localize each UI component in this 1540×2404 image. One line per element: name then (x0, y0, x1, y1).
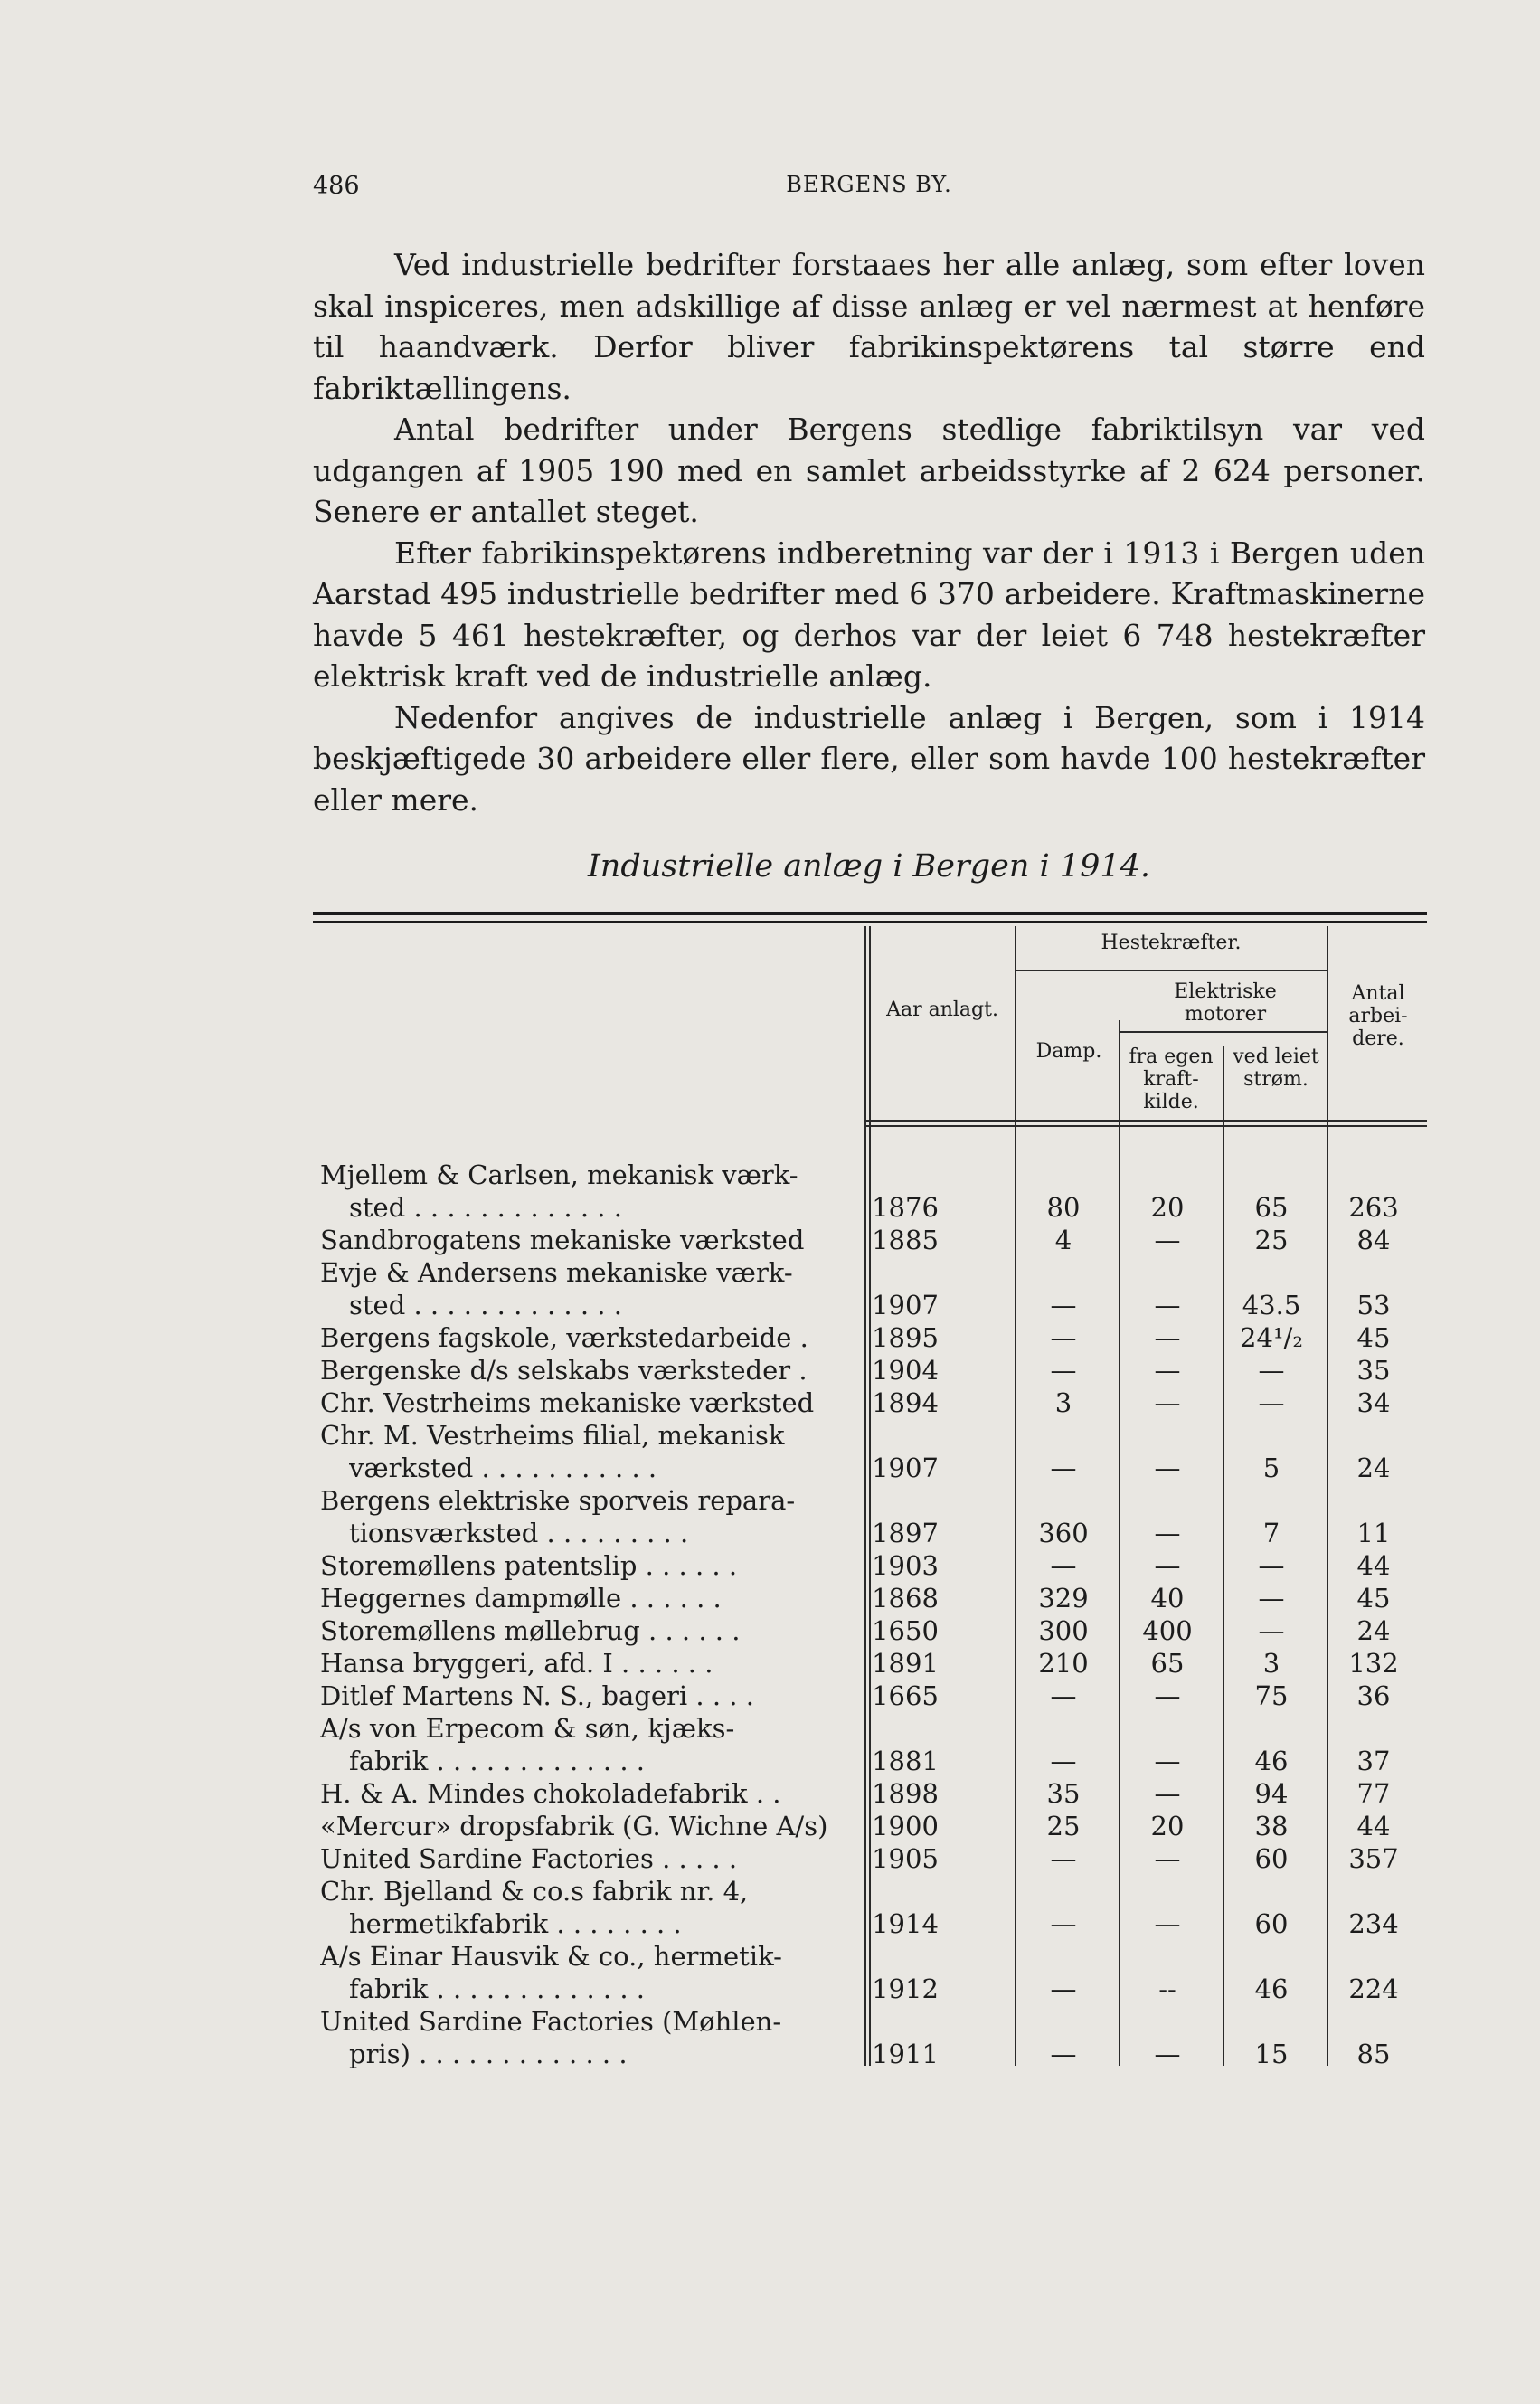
row-antal: 24 (1356, 1453, 1391, 1483)
row-year: 1881 (872, 1746, 939, 1776)
row-antal: 224 (1348, 1973, 1399, 2004)
row-name: United Sardine Factories . . . . . (320, 1843, 738, 1874)
row-year: 1900 (872, 1811, 939, 1841)
header-antal: Antal arbei-dere. (1348, 982, 1408, 1050)
row-name: Mjellem & Carlsen, mekanisk værk- (320, 1159, 798, 1190)
row-leiet: — (1258, 1387, 1285, 1418)
table-row-line (313, 1876, 1427, 1908)
row-egen: 20 (1150, 1192, 1185, 1223)
page-number: 486 (313, 172, 360, 200)
row-egen: — (1154, 1387, 1181, 1418)
row-name: Bergenske d/s selskabs værksteder . (320, 1355, 808, 1386)
row-name: A/s Einar Hausvik & co., hermetik- (320, 1941, 782, 1972)
row-antal: 44 (1356, 1550, 1391, 1581)
table-top-rule-thin (313, 921, 1427, 923)
row-year: 1911 (872, 2039, 939, 2069)
row-damp: — (1050, 1550, 1077, 1581)
body-text (313, 244, 1425, 820)
row-year: 1907 (872, 1290, 939, 1320)
row-egen: -- (1158, 1973, 1176, 2004)
row-damp: 360 (1038, 1518, 1089, 1548)
paragraph-1: Ved industrielle bedrifter forstaaes her alle anlæg, som efter loven skal inspiceres, men adskillige af disse anlæg er vel nærmest at henføre til haandværk. Derfor bliver fabrikinspektørens tal større end fabriktællingens. (313, 247, 1425, 406)
row-year: 1898 (872, 1778, 939, 1809)
row-antal: 234 (1348, 1908, 1399, 1939)
row-damp: — (1050, 1453, 1077, 1483)
row-damp: — (1050, 1746, 1077, 1776)
row-leiet: 24¹/₂ (1240, 1322, 1303, 1353)
table-row-line (313, 1225, 1427, 1257)
running-title: BERGENS BY. (786, 172, 952, 197)
row-year: 1907 (872, 1453, 939, 1483)
row-leiet: 46 (1254, 1746, 1289, 1776)
row-name: Ditlef Martens N. S., bageri . . . . (320, 1680, 754, 1711)
table-top-rule (313, 912, 1427, 915)
row-name: Bergens fagskole, værkstedarbeide . (320, 1322, 808, 1353)
row-antal: 45 (1356, 1322, 1391, 1353)
row-leiet: 65 (1254, 1192, 1289, 1223)
row-year: 1868 (872, 1583, 939, 1614)
row-damp: 300 (1038, 1615, 1089, 1646)
header-bottom-rule (864, 1120, 1427, 1122)
row-name: Chr. Vestrheims mekaniske værksted (320, 1387, 815, 1418)
row-antal: 34 (1356, 1387, 1391, 1418)
row-antal: 77 (1356, 1778, 1391, 1809)
row-antal: 132 (1348, 1648, 1399, 1679)
row-egen: — (1154, 1680, 1181, 1711)
paragraph-3: Efter fabrikinspektørens indberetning var der i 1913 i Bergen uden Aarstad 495 industrielle bedrifter med 6 370 arbeidere. Kraftmaskinerne havde 5 461 hestekræfter, og derhos var der leiet 6 748 hestekræfter elektrisk kraft ved de industrielle anlæg. (313, 535, 1425, 694)
row-year: 1905 (872, 1843, 939, 1874)
table-row-line (313, 1322, 1427, 1355)
row-name: Sandbrogatens mekaniske værksted (320, 1225, 805, 1255)
row-leiet: 43.5 (1242, 1290, 1301, 1320)
row-year: 1650 (872, 1615, 939, 1646)
header-fra-egen: fra egen kraft-kilde. (1129, 1046, 1214, 1113)
row-leiet: 15 (1254, 2039, 1289, 2069)
row-antal: 45 (1356, 1583, 1391, 1614)
row-name: tionsværksted . . . . . . . . . (349, 1518, 689, 1548)
page-header (313, 172, 1425, 208)
header-aar: Aar anlagt. (886, 999, 998, 1021)
row-name: A/s von Erpecom & søn, kjæks- (320, 1713, 735, 1744)
header-elektriske: Elektriske motorer (1174, 980, 1277, 1026)
paragraph-2: Antal bedrifter under Bergens stedlige fabriktilsyn var ved udgangen af 1905 190 med en samlet arbeidsstyrke af 2 624 personer. Senere er antallet steget. (313, 412, 1425, 529)
row-year: 1903 (872, 1550, 939, 1581)
row-antal: 35 (1356, 1355, 1391, 1386)
row-name: værksted . . . . . . . . . . . (349, 1453, 657, 1483)
table-title: Industrielle anlæg i Bergen i 1914. (587, 848, 1151, 885)
row-leiet: 7 (1262, 1518, 1280, 1548)
row-egen: 40 (1150, 1583, 1185, 1614)
table-row-line (313, 1908, 1427, 1941)
header-ved-leiet: ved leiet strøm. (1233, 1046, 1319, 1091)
row-leiet: 60 (1254, 1908, 1289, 1939)
row-damp: 35 (1046, 1778, 1081, 1809)
row-damp: — (1050, 1322, 1077, 1353)
row-damp: — (1050, 1973, 1077, 2004)
row-egen: — (1154, 1746, 1181, 1776)
row-name: Chr. Bjelland & co.s fabrik nr. 4, (320, 1876, 749, 1907)
row-name: H. & A. Mindes chokoladefabrik . . (320, 1778, 781, 1809)
row-leiet: — (1258, 1583, 1285, 1614)
row-leiet: 25 (1254, 1225, 1289, 1255)
row-antal: 357 (1348, 1843, 1399, 1874)
row-egen: — (1154, 1453, 1181, 1483)
table-row-line (313, 2006, 1427, 2039)
row-name: Storemøllens møllebrug . . . . . . (320, 1615, 741, 1646)
row-name: Bergens elektriske sporveis repara- (320, 1485, 796, 1516)
row-leiet: 94 (1254, 1778, 1289, 1809)
table-row-line (313, 1973, 1427, 2006)
table-row-line (313, 1648, 1427, 1680)
row-damp: 3 (1054, 1387, 1072, 1418)
table-row-line (313, 1518, 1427, 1550)
row-antal: 36 (1356, 1680, 1391, 1711)
paragraph-4: Nedenfor angives de industrielle anlæg i Bergen, som i 1914 beskjæftigede 30 arbeidere eller flere, eller som havde 100 hestekræfter eller mere. (313, 699, 1425, 818)
row-year: 1897 (872, 1518, 939, 1548)
table-row-line (313, 1778, 1427, 1811)
row-damp: — (1050, 2039, 1077, 2069)
row-damp: — (1050, 1355, 1077, 1386)
table-row-line (313, 1192, 1427, 1225)
row-name: sted . . . . . . . . . . . . . (349, 1290, 622, 1320)
table-row-line (313, 1941, 1427, 1973)
row-antal: 53 (1356, 1290, 1391, 1320)
header-bottom-rule-2 (864, 1125, 1427, 1127)
row-egen: — (1154, 2039, 1181, 2069)
row-damp: 210 (1038, 1648, 1089, 1679)
row-egen: 400 (1142, 1615, 1193, 1646)
table-row-line (313, 1257, 1427, 1290)
row-name: sted . . . . . . . . . . . . . (349, 1192, 622, 1223)
row-leiet: — (1258, 1355, 1285, 1386)
row-damp: — (1050, 1680, 1077, 1711)
row-name: United Sardine Factories (Møhlen- (320, 2006, 782, 2037)
row-leiet: 75 (1254, 1680, 1289, 1711)
row-name: fabrik . . . . . . . . . . . . . (349, 1973, 645, 2004)
row-name: Chr. M. Vestrheims filial, mekanisk (320, 1420, 785, 1451)
row-leiet: 46 (1254, 1973, 1289, 2004)
row-egen: — (1154, 1778, 1181, 1809)
row-year: 1885 (872, 1225, 939, 1255)
table-row-line (313, 1550, 1427, 1583)
row-leiet: 5 (1262, 1453, 1280, 1483)
row-antal: 24 (1356, 1615, 1391, 1646)
row-damp: 329 (1038, 1583, 1089, 1614)
row-antal: 263 (1348, 1192, 1399, 1223)
table-row-line (313, 1355, 1427, 1387)
table-row-line (313, 1485, 1427, 1518)
row-leiet: 60 (1254, 1843, 1289, 1874)
header-damp: Damp. (1035, 1040, 1102, 1063)
row-name: pris) . . . . . . . . . . . . . (349, 2039, 628, 2069)
row-damp: 80 (1046, 1192, 1081, 1223)
table-row-line (313, 1290, 1427, 1322)
table-row-line (313, 1680, 1427, 1713)
table-row-line (313, 1746, 1427, 1778)
table-row-line (313, 1583, 1427, 1615)
row-egen: 65 (1150, 1648, 1185, 1679)
row-egen: — (1154, 1843, 1181, 1874)
row-egen: — (1154, 1225, 1181, 1255)
row-antal: 85 (1356, 2039, 1391, 2069)
row-antal: 11 (1356, 1518, 1391, 1548)
row-damp: — (1050, 1843, 1077, 1874)
row-year: 1914 (872, 1908, 939, 1939)
row-name: hermetikfabrik . . . . . . . . (349, 1908, 682, 1939)
table-row-line (313, 1811, 1427, 1843)
row-egen: — (1154, 1550, 1181, 1581)
row-year: 1912 (872, 1973, 939, 2004)
row-antal: 44 (1356, 1811, 1391, 1841)
row-year: 1894 (872, 1387, 939, 1418)
row-egen: — (1154, 1908, 1181, 1939)
row-antal: 37 (1356, 1746, 1391, 1776)
row-year: 1895 (872, 1322, 939, 1353)
row-damp: — (1050, 1908, 1077, 1939)
row-leiet: — (1258, 1550, 1285, 1581)
header-rule-hk (1015, 970, 1327, 971)
row-damp: 4 (1054, 1225, 1072, 1255)
table-row-line (313, 1387, 1427, 1420)
row-damp: 25 (1046, 1811, 1081, 1841)
table-row-line (313, 2039, 1427, 2071)
table-row-line (313, 1420, 1427, 1453)
row-egen: — (1154, 1322, 1181, 1353)
table-row-line (313, 1453, 1427, 1485)
row-damp: — (1050, 1290, 1077, 1320)
row-antal: 84 (1356, 1225, 1391, 1255)
row-name: Storemøllens patentslip . . . . . . (320, 1550, 738, 1581)
row-year: 1891 (872, 1648, 939, 1679)
row-leiet: — (1258, 1615, 1285, 1646)
row-egen: — (1154, 1355, 1181, 1386)
row-name: fabrik . . . . . . . . . . . . . (349, 1746, 645, 1776)
row-leiet: 3 (1262, 1648, 1280, 1679)
row-egen: — (1154, 1290, 1181, 1320)
row-name: Heggernes dampmølle . . . . . . (320, 1583, 722, 1614)
row-name: Evje & Andersens mekaniske værk- (320, 1257, 793, 1288)
row-name: Hansa bryggeri, afd. I . . . . . . (320, 1648, 713, 1679)
row-egen: 20 (1150, 1811, 1185, 1841)
table-row-line (313, 1843, 1427, 1876)
table-row-line (313, 1159, 1427, 1192)
row-year: 1904 (872, 1355, 939, 1386)
row-leiet: 38 (1254, 1811, 1289, 1841)
table-row-line (313, 1713, 1427, 1746)
row-year: 1876 (872, 1192, 939, 1223)
table-row-line (313, 1615, 1427, 1648)
row-name: «Mercur» dropsfabrik (G. Wichne A/s) (320, 1811, 828, 1841)
row-year: 1665 (872, 1680, 939, 1711)
row-egen: — (1154, 1518, 1181, 1548)
header-rule-el (1119, 1031, 1327, 1033)
header-hestekraefter: Hestekræfter. (1101, 932, 1242, 954)
